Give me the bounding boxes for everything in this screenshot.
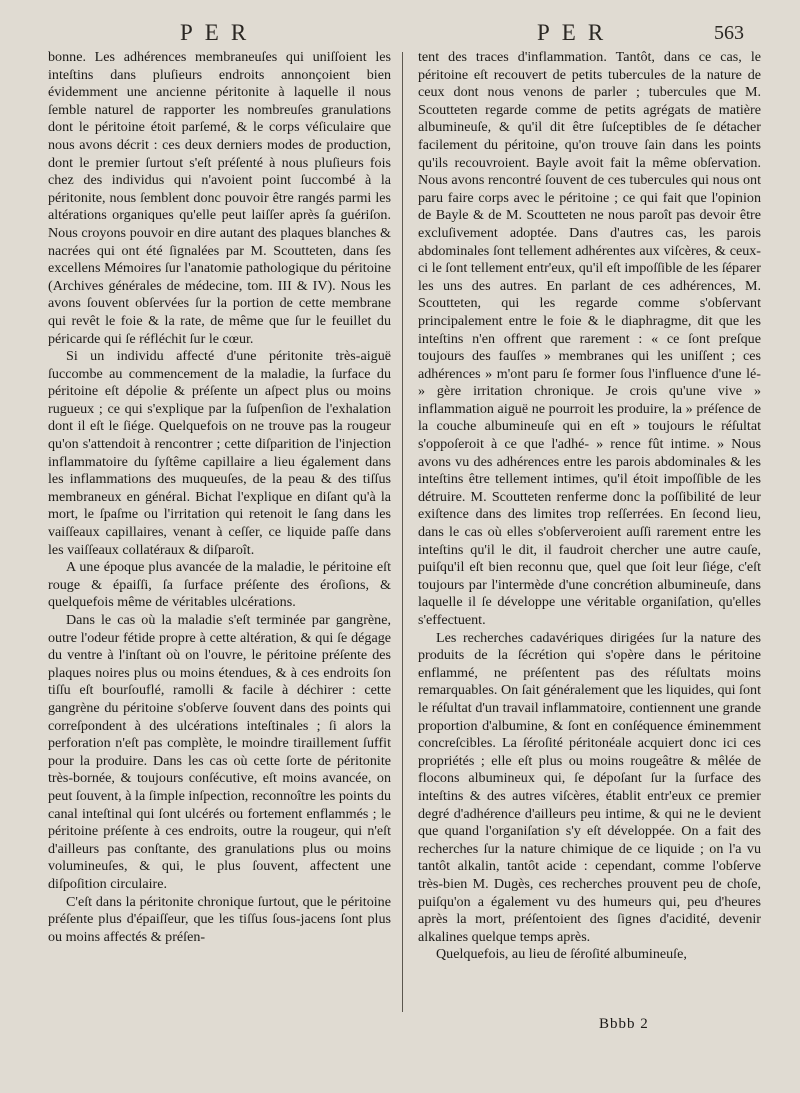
paragraph: Quelquefois, au lieu de ſéroſité albumineuſe, [436, 946, 687, 963]
column-divider [402, 52, 403, 1012]
paragraph: C'eſt dans la péritonite chronique ſurtout, que le péritoine préſente plus d'épaiſſeur, que les tiſſus ſous-jacens ſont plus ou moins affectés & préſen- [48, 893, 391, 945]
page-number: 563 [714, 22, 744, 44]
paragraph: Dans le cas où la maladie s'eſt terminée par gangrène, outre l'odeur fétide propre à cette altération, & qui ſe dégage du ventre à l'inſtant où on l'ouvre, le péritoine préſente des plaques noires plus ou moins étendues, & à ces endroits ſon tiſſu eſt bourſouflé, ramolli & facile à déchirer : cette gangrène du péritoine s'obſerve ſouvent dans des points qui correſpondent à des ulcérations inteſtinales ; ſi alors la perforation n'eſt pas complète, le moindre tiraillement ſuffit pour la produire. Dans les cas où cette ſorte de péritonite très-bornée, & toujours conſécutive, eſt moins avancée, on peut ſouvent, à la ſimple inſpection, reconnoître les points du canal inteſtinal qui ſont ulcérés ou fortement enflammés ; le péritoine préſente à ces endroits, outre la rougeur, qui n'eſt d'ailleurs pas conſtante, des granulations plus ou moins volumineuſes, & qui, le plus ſouvent, affectent une diſpoſition circulaire. [48, 612, 391, 892]
paragraph: A une époque plus avancée de la maladie, le péritoine eſt rouge & épaiſſi, ſa ſurface préſente des éroſions, & quelquefois même de véritables ulcérations. [48, 559, 391, 611]
signature-mark: Bbbb 2 [599, 1016, 649, 1032]
running-title-left: PER [180, 20, 259, 45]
paragraph: tent des traces d'inflammation. Tantôt, dans ce cas, le péritoine eſt recouvert de petits tubercules de la nature de ceux dont nous venons de parler ; tubercules que M. Scoutteten regarde comme de petits agrégats de matière albumineuſe, & qu'il dit être ſuſceptibles de ſe détacher facilement du péritoine, qu'on trouve ſain dans les points qu'ils recouvroient. Bayle avoit fait la même obſervation. Nous avons rencontré ſouvent de ces tubercules qui nous ont paru faire corps avec le péritoine ; ce qui fait que l'opinion de Bayle & de M. Scoutteten ne nous paroît pas devoir être excluſivement adoptée. Dans d'autres cas, les parois abdominales ſont tellement adhérentes aux viſcères, & ceux-ci le ſont tellement entr'eux, qu'il eſt impoſſible de les ſéparer les uns des autres. En parlant de ces adhérences, M. Scoutteten, qui les regarde comme s'obſervant principalement entre le foie & le diaphragme, dit que les inteſtins n'en offrent que rarement : « ce ſont preſque toujours des fauſſes » membranes qui les uniſſent ; ces adhérences » m'ont paru ſe former ſous l'influence d'une lé- » gère irritation chronique. Je crois qu'une vive » inflammation aiguë ne pourroit les produire, la » préſence de la couche albumineuſe qui en eſt » toujours le réſultat s'oppoſeroit à ce que l'adhé- » rence fût intime. » Nous avons vu des adhérences entre les parois abdominales & les inteſtins être tellement intimes, qu'il étoit impoſſible de les détruire. M. Scoutteten renferme donc la poſſibilité de leur exiſtence dans des limites trop reſſerrées. En ſecond lieu, dans le cas où elles s'obſerveroient auſſi rarement entre les inteſtins qu'il le dit, il faudroit chercher une autre cauſe, puiſqu'il eſt bien reconnu que, quel que ſoit leur ſiége, c'eſt toujours par l'intermède d'une concrétion albumineuſe, dans laquelle il ſe développe une véritable organiſation, qu'elles s'effectuent. [418, 49, 761, 628]
paragraph: Si un individu affecté d'une péritonite très-aiguë ſuccombe au commencement de la maladie, la ſurface du péritoine eſt dépolie & préſente un aſpect plus ou moins rugueux ; ce qui s'explique par la ſuſpenſion de l'exhalation dont il eſt le ſiége. Quelquefois on ne trouve pas la rougeur qu'on s'attendoit à rencontrer ; cette diſparition de l'injection inflammatoire du ſyſtême capillaire a lieu également dans les inflammations des muqueuſes, de la peau & des tiſſus membraneux en général. Bichat l'explique en diſant qu'à la mort, le ſpaſme ou l'irritation qui retenoit le ſang dans les vaiſſeaux capillaires, venant à ceſſer, ce liquide paſſe dans les vaiſſeaux collatéraux & diſparoît. [48, 348, 391, 558]
left-column [48, 49, 391, 946]
right-column [418, 49, 761, 964]
running-title-right: PER [537, 20, 616, 45]
paragraph: Les recherches cadavériques dirigées ſur la nature des produits de la ſécrétion qui s'opère dans le péritoine enflammé, ne préſentent pas des réſultats moins remarquables. On ſait généralement que les liquides, qui ſont le réſultat d'un travail inflammatoire, contiennent une grande proportion d'albumine, & ſont en conſéquence éminemment concreſcibles. La ſéroſité péritonéale acquiert donc ici ces propriétés ; elle eſt plus ou moins rougeâtre & mêlée de flocons albumineux qui, ſe dépoſant ſur la ſurface des inteſtins & des autres viſcères, établit entr'eux ce premier degré d'adhérence d'ailleurs peu intime, & qui ne le devient que quand l'organiſation s'y eſt développée. On a fait des recherches ſur la nature chimique de ce liquide ; on l'a vu tantôt alkalin, tantôt acide : cependant, comme l'obſerve très-bien M. Dugès, ces recherches prouvent peu de choſe, puiſqu'on a également vu des humeurs qui, peu d'heures après la mort, préſentoient des ſignes d'acidité, devenir alkalines quelque temps après. [418, 629, 761, 945]
paragraph: bonne. Les adhérences membraneuſes qui uniſſoient les inteſtins dans pluſieurs endroits annonçoient bien évidemment une ancienne péritonite à laquelle il nous ſemble naturel de rapporter les nombreuſes granulations dont le péritoine étoit parſemé, & le corps véſiculaire que nous avons décrit : ces deux derniers modes de production, dont le premier ſurtout s'eſt préſenté à nous pluſieurs fois chez des individus qui n'avoient point ſuccombé à la péritonite, nous ſemblent donc pouvoir être rangés parmi les altérations organiques qu'elle peut laiſſer après ſa guériſon. Nous croyons pouvoir en dire autant des plaques blanches & nacrées qui ont été ſignalées par M. Scoutteten, dans ſes excellens Mémoires ſur l'anatomie pathologique du péritoine (Archives générales de médecine, tom. III & IV). Nous les avons ſouvent obſervées ſur la portion de cette membrane qui revêt le foie & la rate, de même que ſur le feuillet du péricarde qui ſe réfléchit ſur le cœur. [48, 49, 391, 347]
